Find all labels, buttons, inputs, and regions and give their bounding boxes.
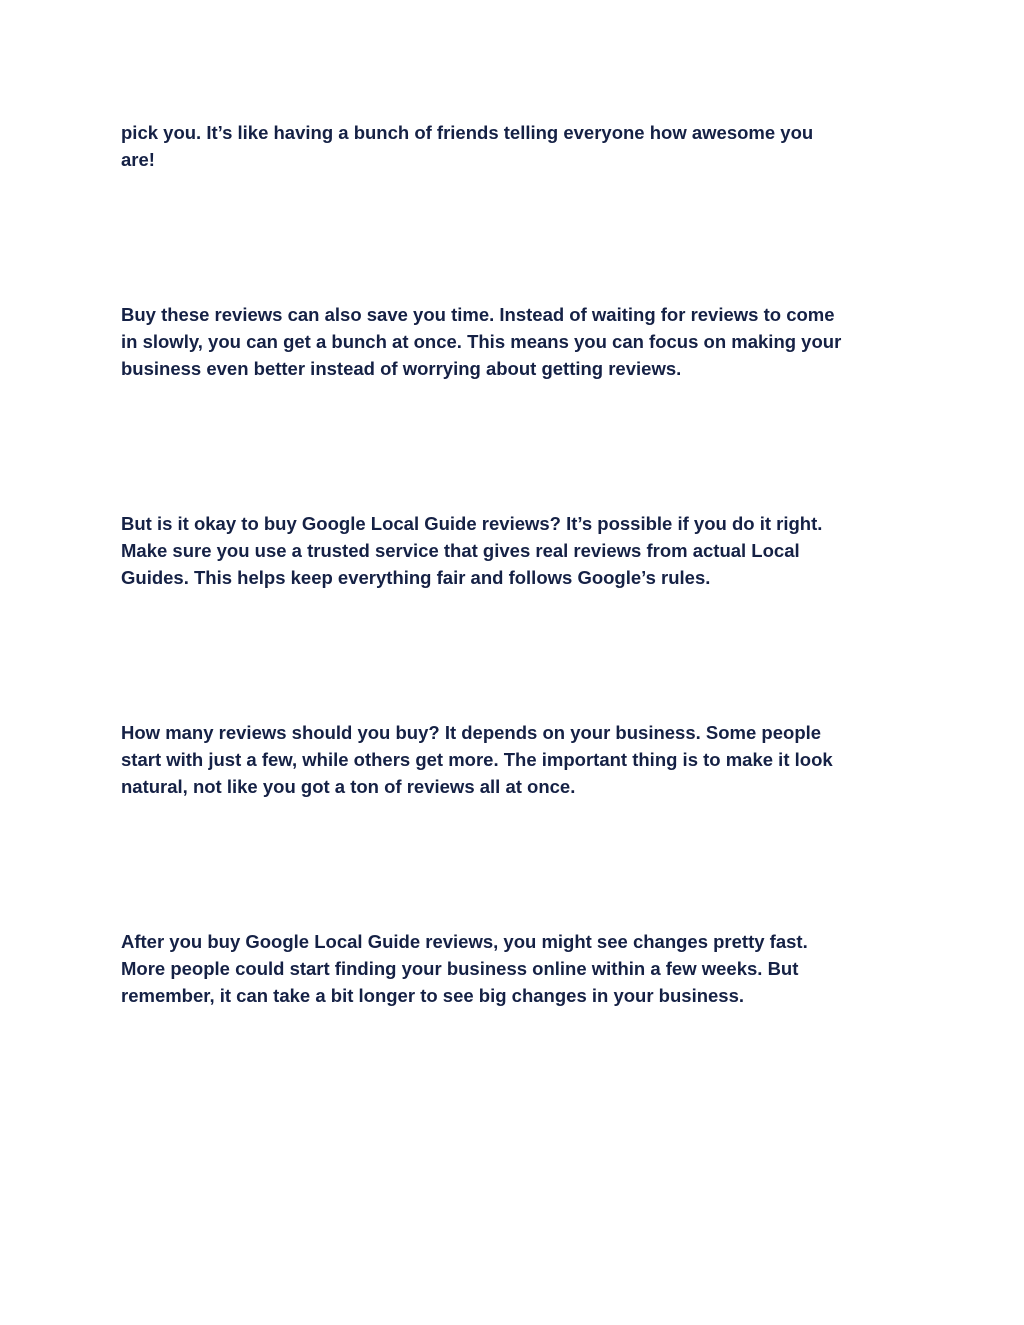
paragraph-2 (121, 301, 921, 382)
paragraph-3 (121, 510, 921, 591)
paragraph-line: are! (121, 149, 155, 170)
paragraph-4 (121, 719, 921, 800)
paragraph-line: pick you. It’s like having a bunch of friends telling everyone how awesome you (121, 122, 814, 143)
paragraph-line: remember, it can take a bit longer to see big changes in your business. (121, 985, 745, 1006)
paragraph-5 (121, 928, 921, 1009)
paragraph-line: More people could start finding your business online within a few weeks. But (121, 958, 799, 979)
paragraph-line: But is it okay to buy Google Local Guide reviews? It’s possible if you do it right. (121, 513, 823, 534)
paragraph-1 (121, 119, 921, 173)
paragraph-line: natural, not like you got a ton of reviews all at once. (121, 776, 576, 797)
paragraph-line: How many reviews should you buy? It depends on your business. Some people (121, 722, 822, 743)
paragraph-line: business even better instead of worrying about getting reviews. (121, 358, 682, 379)
paragraph-line: start with just a few, while others get more. The important thing is to make it look (121, 749, 833, 770)
paragraph-line: Make sure you use a trusted service that gives real reviews from actual Local (121, 540, 800, 561)
paragraph-line: After you buy Google Local Guide reviews, you might see changes pretty fast. (121, 931, 808, 952)
paragraph-line: in slowly, you can get a bunch at once. This means you can focus on making your (121, 331, 842, 352)
paragraph-line: Guides. This helps keep everything fair and follows Google’s rules. (121, 567, 711, 588)
paragraph-line: Buy these reviews can also save you time. Instead of waiting for reviews to come (121, 304, 835, 325)
